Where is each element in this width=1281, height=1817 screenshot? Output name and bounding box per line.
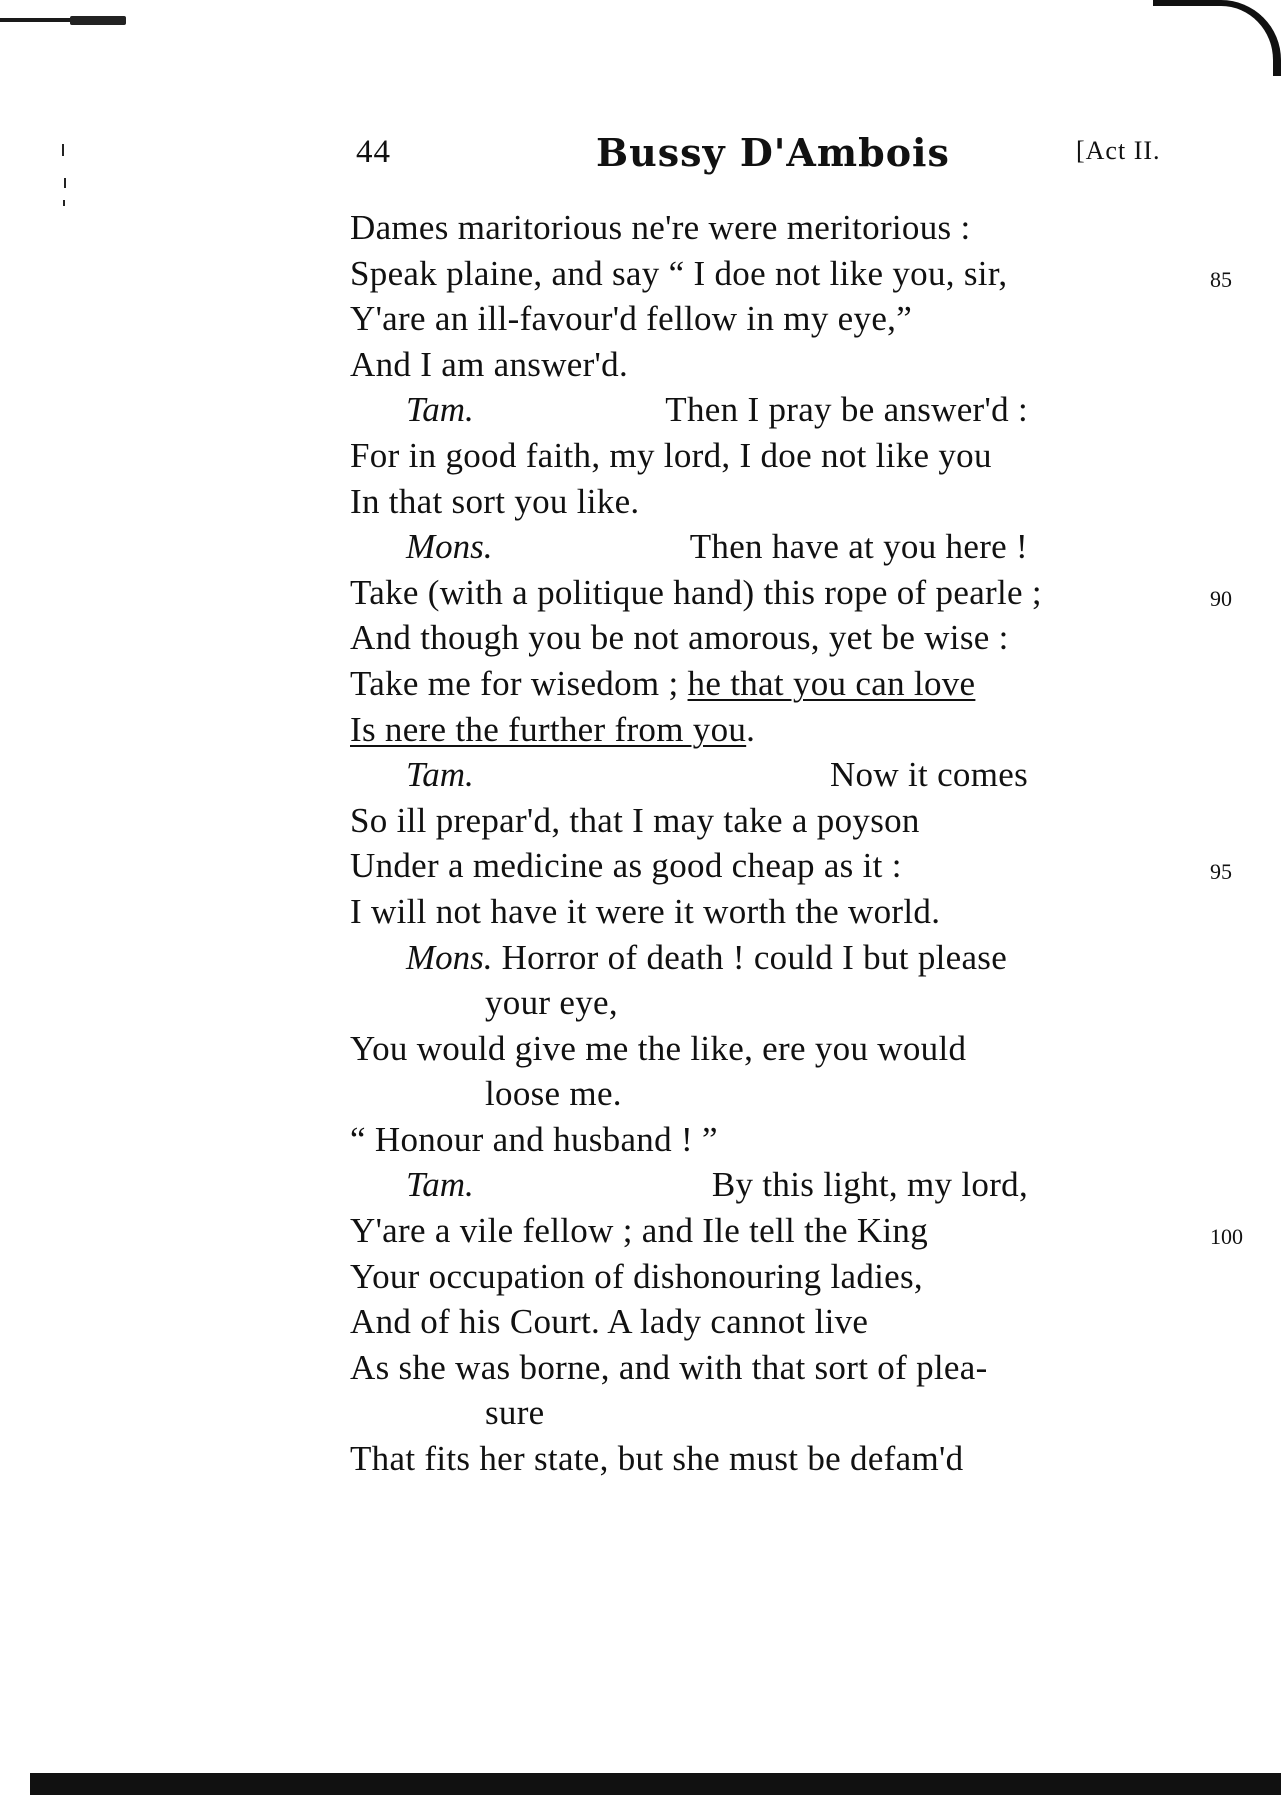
verse-text-span: Your occupation of dishonouring ladies, — [350, 1256, 923, 1296]
speech-text: By this light, my lord, — [711, 1165, 1028, 1205]
verse-line — [350, 1299, 1210, 1345]
verse-text-span: As she was borne, and with that sort of plea- — [350, 1347, 988, 1387]
verse-text-span: That fits her state, but she must be defam'd — [350, 1439, 964, 1479]
line-number: 100 — [1210, 1224, 1243, 1250]
verse-line — [350, 1390, 1210, 1436]
verse-line — [350, 707, 1210, 753]
verse-text-span: Under a medicine as good cheap as it : — [350, 846, 902, 886]
verse-text-span: “ Honour and husband ! ” — [350, 1119, 718, 1159]
verse-text-span: You would give me the like, ere you would — [350, 1028, 967, 1068]
verse-line — [350, 205, 1210, 251]
speaker-name: Mons. — [406, 527, 493, 567]
running-title: Bussy D'Ambois — [596, 130, 950, 175]
verse-text-span: Take me for wisedom ; — [350, 663, 688, 703]
scan-edge-mark — [70, 16, 126, 25]
verse-text-span: I will not have it were it worth the world. — [350, 891, 941, 931]
verse-line — [350, 1026, 1210, 1072]
speaker-name: Tam. — [406, 1165, 474, 1205]
verse-line — [350, 935, 1210, 981]
verse-text-span: And of his Court. A lady cannot live — [350, 1302, 869, 1342]
page-number: 44 — [356, 134, 391, 170]
running-head — [356, 130, 1192, 180]
verse-line — [350, 1254, 1210, 1300]
verse-line — [350, 342, 1210, 388]
verse-line — [350, 752, 1210, 798]
verse-line — [350, 433, 1210, 479]
pencil-underlined-text: Is nere the further from you — [350, 709, 747, 749]
speaker-name: Mons. — [406, 937, 493, 977]
verse-line — [350, 615, 1210, 661]
verse-text — [350, 205, 1243, 1482]
speech-text: Then I pray be answer'd : — [665, 390, 1028, 430]
verse-line — [350, 1436, 1210, 1482]
verse-line — [350, 570, 1232, 616]
verse-line — [350, 798, 1210, 844]
verse-line — [350, 843, 1232, 889]
verse-text-span: . — [746, 709, 756, 749]
verse-line — [350, 889, 1210, 935]
verse-line — [350, 479, 1210, 525]
verse-text-span: For in good faith, my lord, I doe not like you — [350, 435, 992, 475]
verse-line — [350, 1208, 1243, 1254]
scan-bottom-edge — [30, 1773, 1281, 1795]
line-number: 90 — [1210, 585, 1232, 611]
speaker-name: Tam. — [406, 390, 474, 430]
verse-text-span: Y'are an ill-favour'd fellow in my eye,” — [350, 299, 913, 339]
verse-text-span: Y'are a vile fellow ; and Ile tell the King — [350, 1211, 929, 1251]
verse-text-span: Take (with a politique hand) this rope of pearle ; — [350, 572, 1042, 612]
verse-line — [350, 1345, 1210, 1391]
verse-line — [350, 980, 1210, 1026]
speech-text: Now it comes — [829, 755, 1028, 795]
act-label: [Act II. — [1076, 136, 1161, 165]
speaker-name: Tam. — [406, 755, 474, 795]
verse-text-span: So ill prepar'd, that I may take a poyson — [350, 800, 920, 840]
line-number: 95 — [1210, 859, 1232, 885]
verse-text-span: And I am answer'd. — [350, 344, 629, 384]
pencil-underlined-text: he that you can love — [687, 663, 976, 703]
verse-line — [350, 387, 1210, 433]
verse-continuation: your eye, — [485, 983, 618, 1023]
verse-line — [350, 1071, 1210, 1117]
verse-line — [350, 296, 1210, 342]
verse-text-span: In that sort you like. — [350, 481, 640, 521]
verse-line — [350, 524, 1210, 570]
verse-continuation: loose me. — [485, 1074, 622, 1114]
verse-text-span: Speak plaine, and say “ I doe not like you, sir, — [350, 253, 1008, 293]
verse-continuation: sure — [485, 1393, 545, 1433]
speech-text: Horror of death ! could I but please — [492, 937, 1008, 977]
page-corner-shadow — [1153, 0, 1281, 76]
verse-line — [350, 251, 1232, 297]
line-number: 85 — [1210, 266, 1232, 292]
verse-line — [350, 1162, 1210, 1208]
verse-text-span: Dames maritorious ne're were meritorious : — [350, 208, 971, 247]
speech-text: Then have at you here ! — [689, 527, 1028, 567]
verse-text-span: And though you be not amorous, yet be wise : — [350, 618, 1009, 658]
verse-line — [350, 661, 1210, 707]
verse-line — [350, 1117, 1210, 1163]
